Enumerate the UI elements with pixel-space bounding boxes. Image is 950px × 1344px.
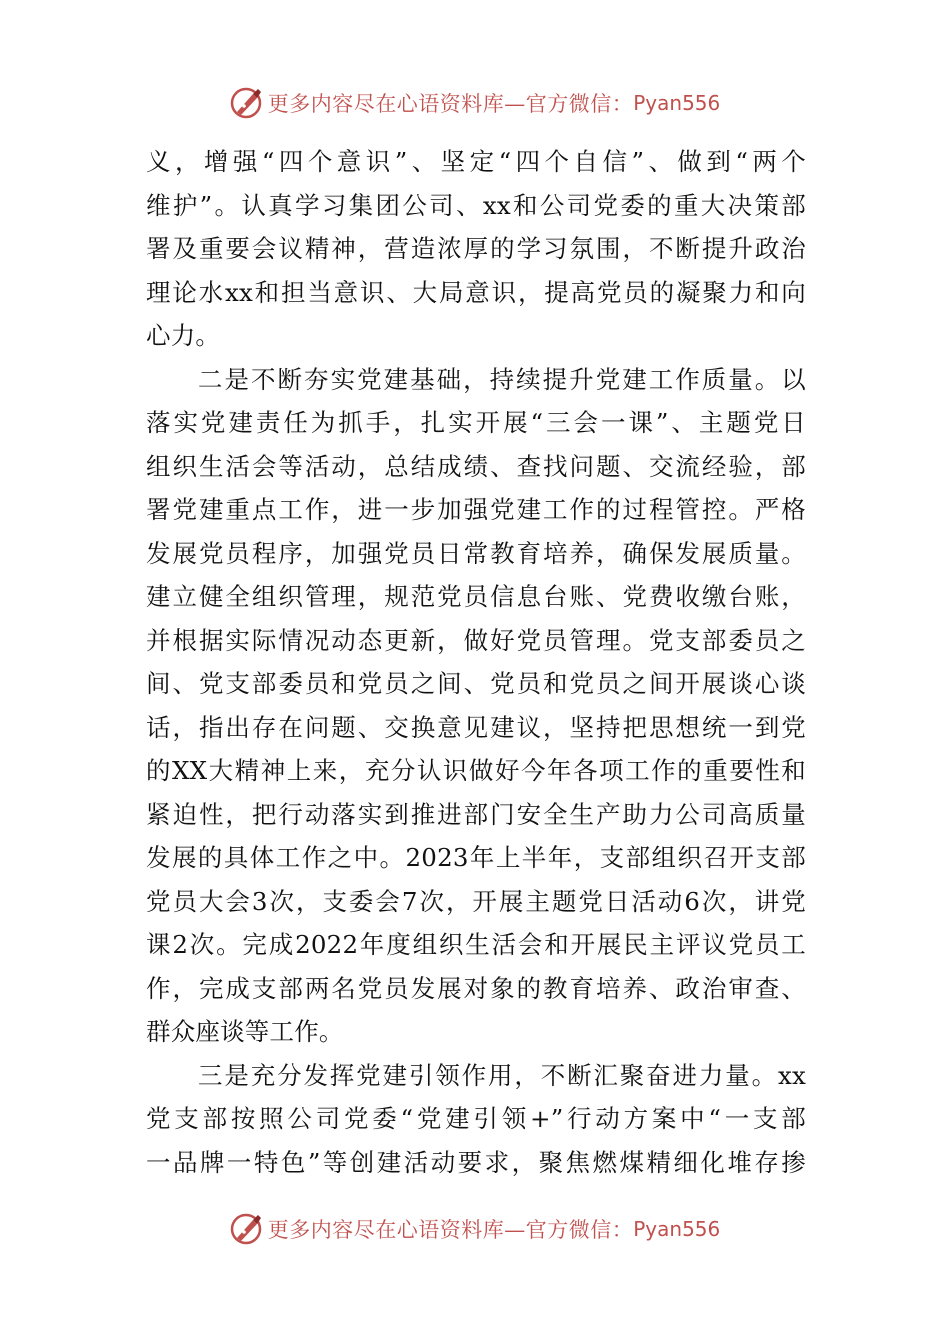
text-line: 的XX大精神上来，充分认识做好今年各项工作的重要性和 (146, 756, 806, 785)
text-line: 一品牌一特色”等创建活动要求，聚焦燃煤精细化堆存掺 (146, 1147, 806, 1177)
text-line: 署党建重点工作，进一步加强党建工作的过程管控。严格 (146, 495, 806, 524)
wechat-id: Pyan556 (633, 1217, 721, 1241)
header-banner (0, 83, 950, 123)
text-line: 间、党支部委员和党员之间、党员和党员之间开展谈心谈 (146, 669, 806, 698)
document-body (146, 140, 806, 1184)
text-line: 群众座谈等工作。 (146, 1017, 344, 1046)
text-line: 建立健全组织管理，规范党员信息台账、党费收缴台账， (146, 582, 806, 611)
text-line: 维护”。认真学习集团公司、xx和公司党委的重大决策部 (146, 190, 806, 220)
footer-banner (0, 1209, 950, 1249)
text-line: 理论水xx和担当意识、大局意识，提高党员的凝聚力和向 (146, 277, 806, 307)
text-line: 发展党员程序，加强党员日常教育培养，确保发展质量。 (146, 538, 806, 568)
paragraph-start-line: 二是不断夯实党建基础，持续提升党建工作质量。以 (198, 364, 806, 394)
text-line: 署及重要会议精神，营造浓厚的学习氛围，不断提升政治 (146, 234, 806, 263)
text-line: 并根据实际情况动态更新，做好党员管理。党支部委员之 (146, 625, 806, 655)
text-line: 党员大会3次，支委会7次，开展主题党日活动6次，讲党 (146, 886, 806, 916)
text-line: 发展的具体工作之中。2023年上半年，支部组织召开支部 (146, 843, 806, 872)
banner-text: 更多内容尽在心语资料库—官方微信： (267, 1218, 634, 1242)
pen-nib-logo-icon (230, 86, 264, 120)
wechat-id: Pyan556 (633, 91, 721, 115)
text-line: 心力。 (146, 321, 221, 350)
text-line: 义，增强“四个意识”、坚定“四个自信”、做到“两个 (146, 147, 806, 176)
paragraph-start-line: 三是充分发挥党建引领作用，不断汇聚奋进力量。xx (198, 1060, 806, 1090)
text-line: 党支部按照公司党委“党建引领+”行动方案中“一支部 (146, 1104, 806, 1133)
text-line: 课2次。完成2022年度组织生活会和开展民主评议党员工 (146, 930, 806, 959)
text-line: 紧迫性，把行动落实到推进部门安全生产助力公司高质量 (146, 799, 806, 829)
pen-nib-logo-icon (230, 1212, 264, 1246)
text-line: 话，指出存在问题、交换意见建议，坚持把思想统一到党 (146, 712, 806, 742)
text-line: 落实党建责任为抓手，扎实开展“三会一课”、主题党日 (146, 408, 806, 437)
banner-text: 更多内容尽在心语资料库—官方微信： (267, 92, 634, 116)
text-line: 作，完成支部两名党员发展对象的教育培养、政治审查、 (146, 973, 806, 1003)
text-line: 组织生活会等活动，总结成绩、查找问题、交流经验，部 (146, 451, 806, 481)
